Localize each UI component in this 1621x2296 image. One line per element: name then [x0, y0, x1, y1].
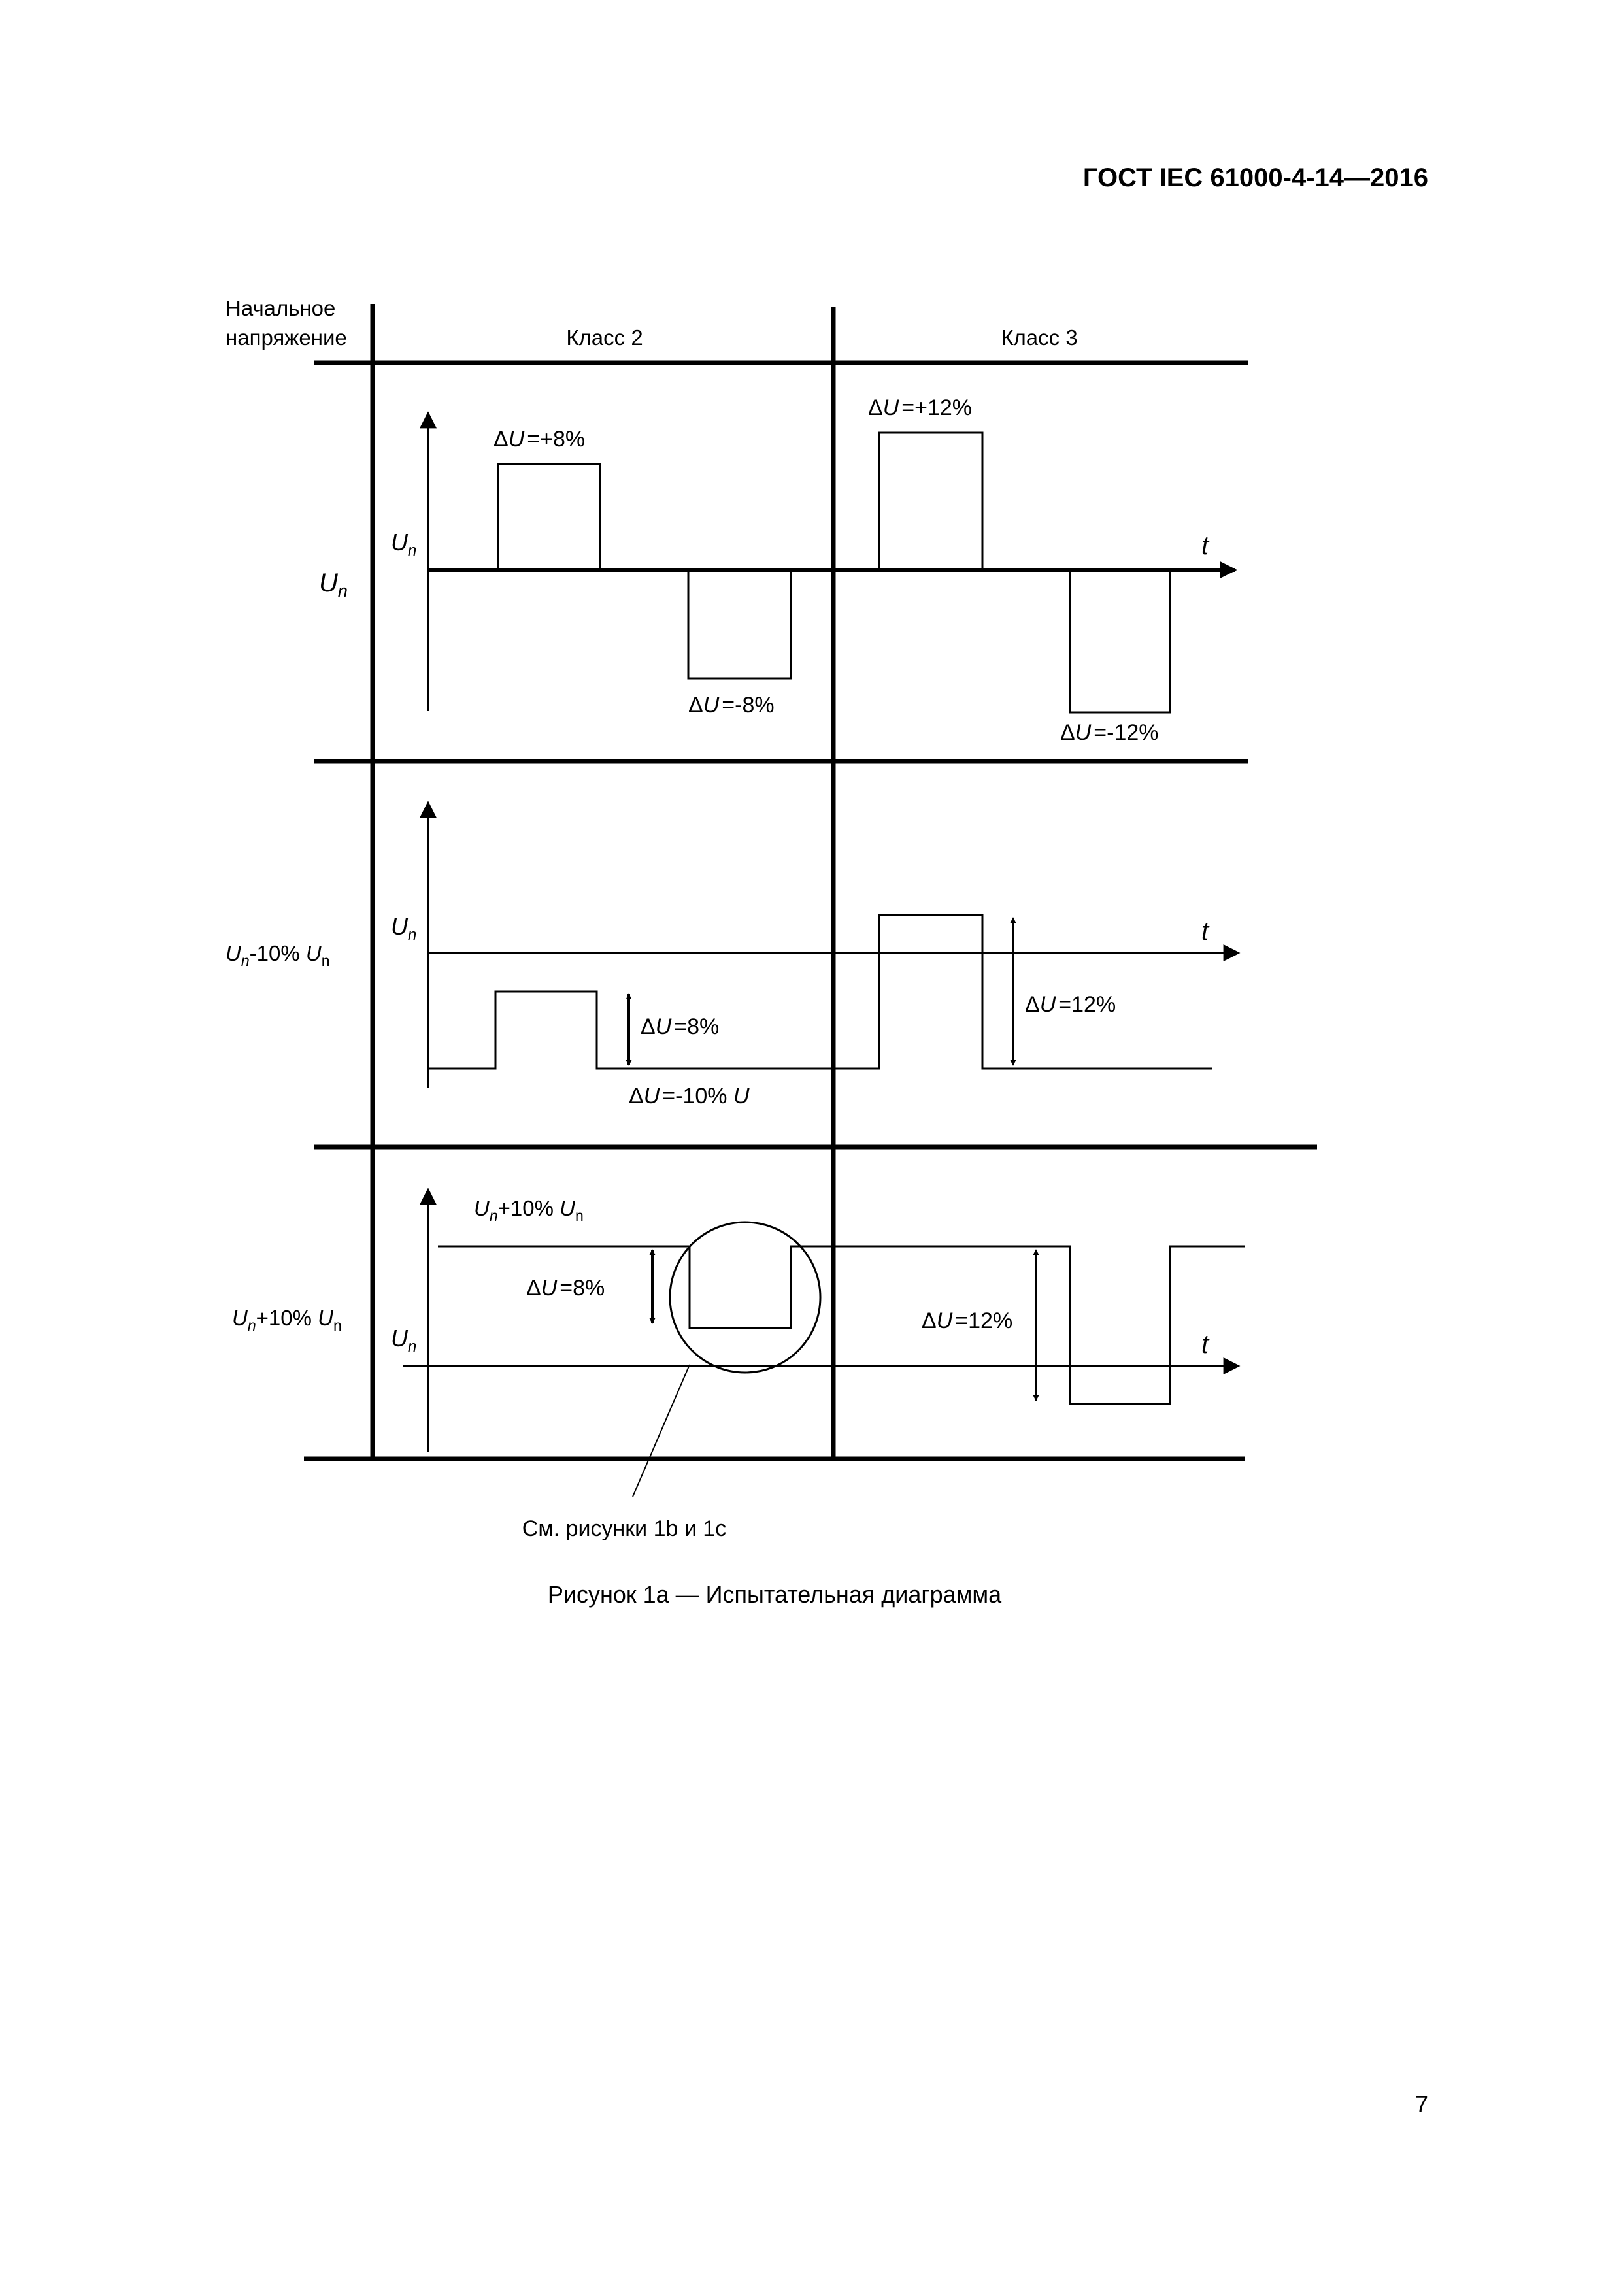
- row3-class3-step-label: ΔU =12%: [922, 1308, 1013, 1333]
- page-number: 7: [1414, 2091, 1428, 2118]
- row1-class2-positive-pulse: [498, 464, 600, 570]
- row1-class3-positive-pulse: [879, 433, 982, 570]
- column-header-class2: Класс 2: [566, 325, 643, 350]
- row1-class2-down-label: ΔU =-8%: [688, 693, 775, 718]
- row1-class2-negative-pulse: [688, 570, 791, 678]
- row3-class2-step-label: ΔU =8%: [526, 1276, 605, 1301]
- row-header-line1: Начальное: [226, 296, 336, 320]
- row1-class3-negative-pulse: [1070, 570, 1170, 712]
- column-header-class3: Класс 3: [1001, 325, 1078, 350]
- row1-time-label: t: [1201, 531, 1209, 560]
- row2-un-axis-label: $U_n$: [391, 913, 417, 944]
- detail-callout-text: См. рисунки 1b и 1c: [522, 1516, 727, 1541]
- row1-class2-up-label: ΔU =+8%: [493, 427, 586, 452]
- row2-diagram: [226, 803, 1239, 1108]
- figure-caption: Рисунок 1а — Испытательная диаграмма: [547, 1581, 1002, 1608]
- table-headers: [226, 296, 1078, 350]
- row3-top-level-label: $U_n+10\%$ $U_n$: [474, 1196, 584, 1224]
- row1-class3-up-label: ΔU =+12%: [868, 395, 973, 420]
- row3-voltage-waveform: [438, 1246, 1245, 1404]
- row3-label: $U_n+10\%$ $U_n$: [232, 1306, 342, 1334]
- row2-time-label: t: [1201, 917, 1209, 946]
- row2-class3-step-label: ΔU =12%: [1025, 992, 1116, 1017]
- row2-class2-step-label: ΔU =8%: [641, 1014, 720, 1039]
- row1-label: $U_n$: [319, 569, 348, 601]
- row2-base-label: ΔU =-10% U: [629, 1084, 750, 1108]
- row2-label: $U_n-10\%$ $U_n$: [226, 941, 330, 969]
- row1-diagram: [319, 395, 1235, 745]
- table-grid: [304, 304, 1317, 1459]
- document-code: ГОСТ IEC 61000-4-14—2016: [1082, 163, 1428, 192]
- detail-callout-circle: [670, 1222, 820, 1373]
- row3-time-label: t: [1201, 1330, 1209, 1359]
- row1-un-axis-label: $U_n$: [391, 529, 417, 559]
- row1-class3-down-label: ΔU =-12%: [1060, 720, 1159, 745]
- row-header-line2: напряжение: [226, 325, 347, 350]
- row3-un-axis-label: $U_n$: [391, 1325, 417, 1356]
- row3-diagram: [232, 1190, 1245, 1497]
- detail-callout-leader: [633, 1365, 690, 1497]
